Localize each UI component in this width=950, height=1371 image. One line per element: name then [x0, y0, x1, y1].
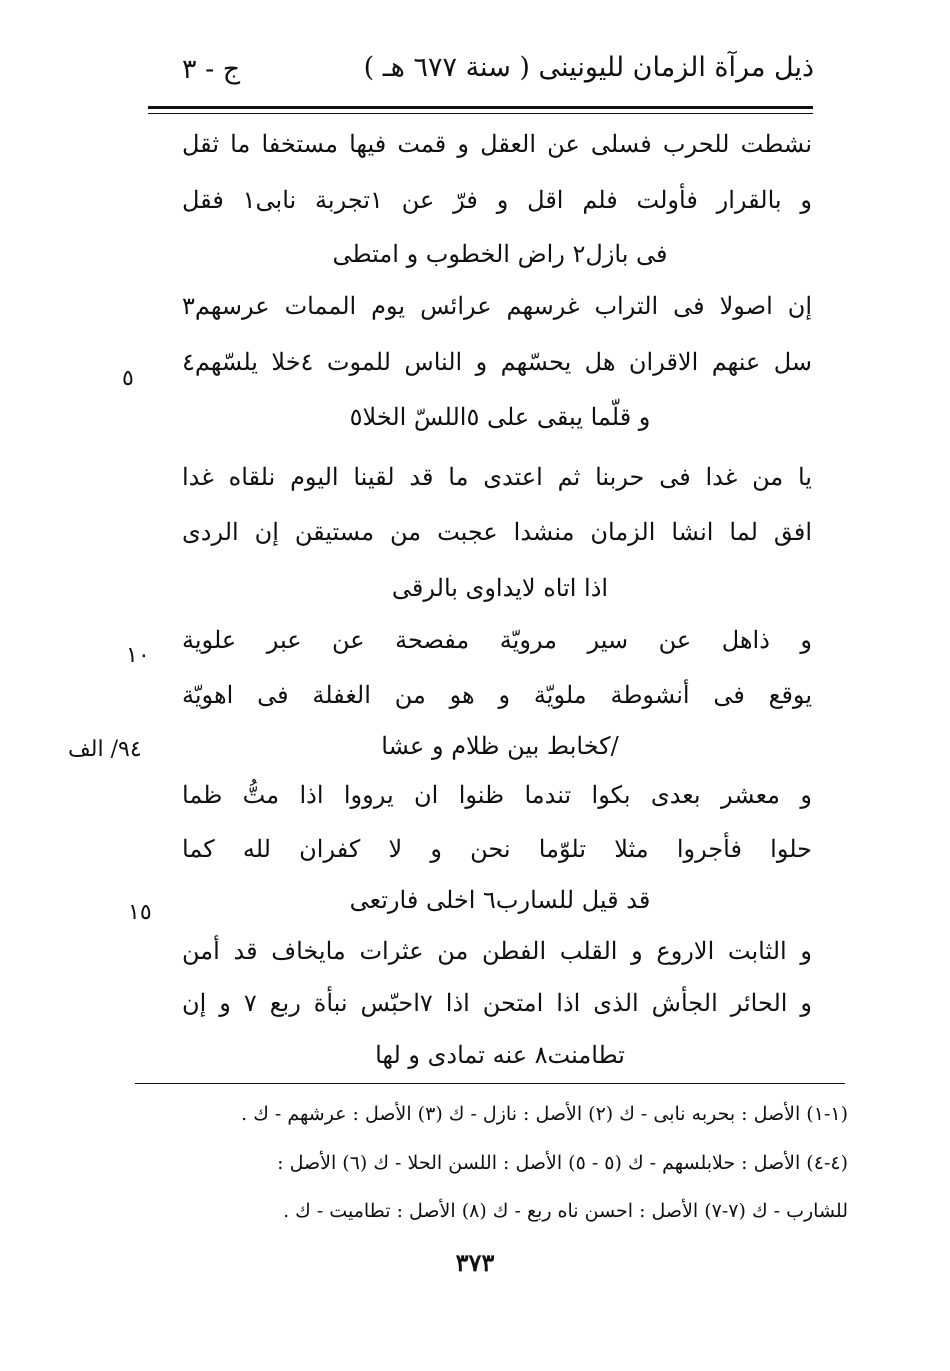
- verse-line: قد قيل للسارب٦ اخلى فارتعى: [349, 886, 651, 914]
- verse-line: حلوا فأجروا مثلا تلوّما نحن و لا كفران لله كما: [182, 835, 812, 863]
- verse-line: يوقع فى أنشوطة ملويّة و هو من الغفلة فى اهويّة: [182, 681, 812, 709]
- verse-line: و قلّما يبقى على ٥اللسّ الخلا٥: [349, 403, 651, 431]
- line-number-5: ٥: [122, 366, 134, 391]
- header-rule-thin: [148, 113, 813, 114]
- verse-line: نشطت للحرب فسلى عن العقل و قمت فيها مستخفا ما ثقل: [182, 130, 812, 158]
- verse-line: و معشر بعدى بكوا تندما ظنوا ان يرووا اذا متُّ ظما: [182, 781, 812, 809]
- folio-marker: ٩٤/ الف: [68, 737, 142, 762]
- verse-line: إن اصولا فى التراب غرسهم عرائس يوم الممات عرسهم٣: [182, 292, 812, 320]
- verse-line: و ذاهل عن سير مرويّة مفصحة عن عبر علوية: [182, 626, 812, 654]
- line-number-15: ١٥: [128, 900, 152, 925]
- volume-label: ج - ٣: [182, 54, 241, 85]
- verse-line: اذا اتاه لايداوى بالرقى: [391, 574, 609, 602]
- verse-line: افق لما انشا الزمان منشدا عجبت من مستيقن إن الردى: [182, 518, 812, 546]
- page-number: ٣٧٣: [455, 1248, 495, 1277]
- footnote-line: للشارب - ك (٧-٧) الأصل : احسن ناه ربع - ك (٨) الأصل : تطاميت - ك .: [283, 1200, 848, 1222]
- verse-line: و الثابت الاروع و القلب الفطن من عثرات مايخاف قد أمن: [182, 937, 812, 965]
- running-title: ذيل مرآة الزمان لليونينى ( سنة ٦٧٧ هـ ): [363, 52, 814, 83]
- footnote-rule: [135, 1083, 845, 1084]
- line-number-10: ١٠: [126, 643, 150, 668]
- verse-line: تطامنت٨ عنه تمادى و لها: [375, 1041, 625, 1069]
- verse-line: سل عنهم الاقران هل يحسّهم و الناس للموت ٤خلا يلسّهم٤: [182, 348, 813, 376]
- verse-line: يا من غدا فى حربنا ثم اعتدى ما قد لقينا اليوم نلقاه غدا: [182, 463, 812, 491]
- header-rule-thick: [148, 106, 813, 109]
- verse-line: و الحائر الجأش الذى اذا امتحن اذا ٧احبّس نبأة ربع ٧ و إن: [182, 989, 813, 1017]
- verse-line: و بالقرار فأولت فلم اقل و فرّ عن ١تجربة نابى١ فقل: [182, 186, 813, 214]
- footnote-line: (١-١) الأصل : بحربه نابى - ك (٢) الأصل : نازل - ك (٣) الأصل : عرشهم - ك .: [241, 1103, 848, 1125]
- verse-line: فى بازل٢ راض الخطوب و امتطى: [332, 240, 668, 268]
- footnote-line: (٤-٤) الأصل : حلابلسهم - ك (٥ - ٥) الأصل : اللسن الحلا - ك (٦) الأصل :: [277, 1152, 848, 1174]
- verse-line: /كخابط بين ظلام و عشا: [381, 732, 619, 760]
